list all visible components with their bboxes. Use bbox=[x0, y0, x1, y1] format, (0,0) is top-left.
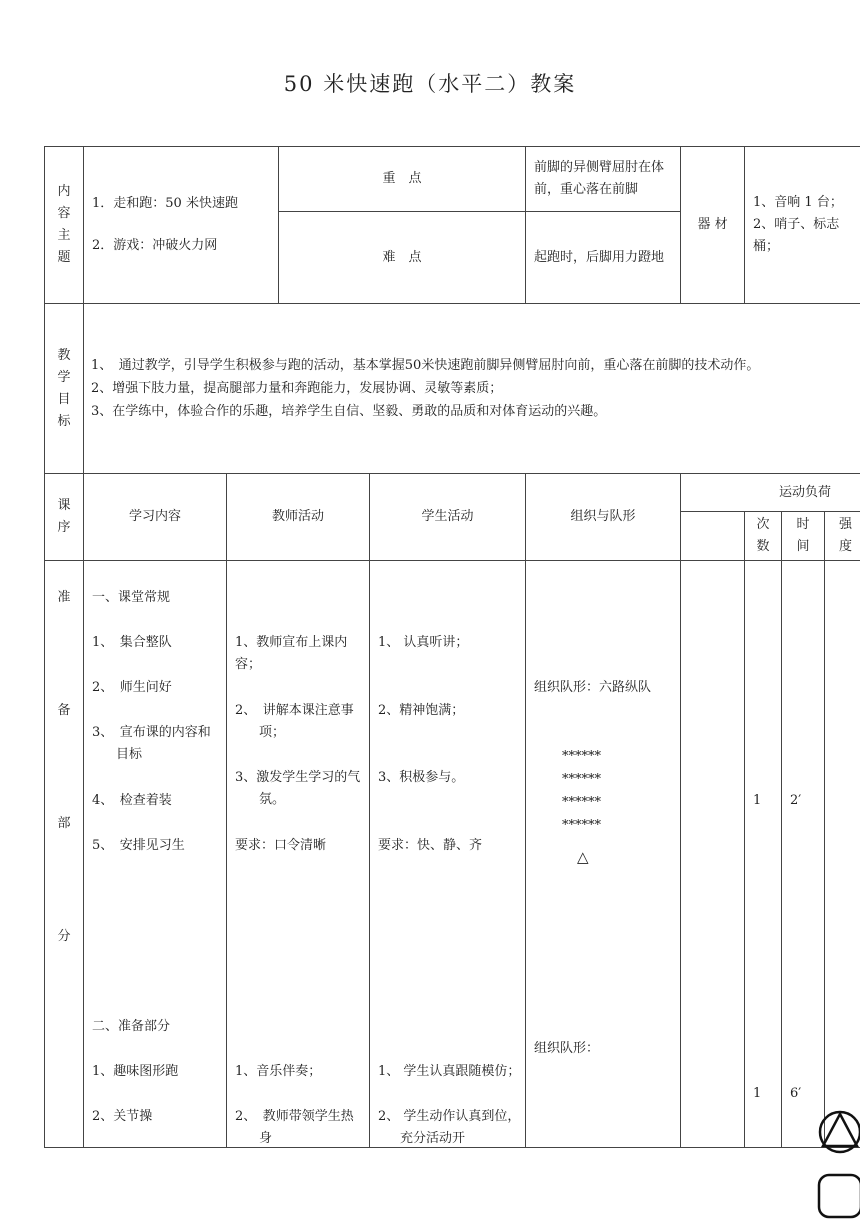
teacher-requirement: 要求：口令清晰 bbox=[235, 835, 365, 857]
col-teacher: 教师活动 bbox=[227, 474, 370, 561]
time-value: 6′ bbox=[790, 1083, 820, 1105]
prep-label-char: 分 bbox=[45, 926, 83, 948]
goal-item: 3、在学练中，体验合作的乐趣，培养学生自信、坚毅、勇敢的品质和对体育运动的兴趣。 bbox=[91, 400, 858, 423]
goals-label: 教 学 目 标 bbox=[45, 304, 84, 474]
content-item: 5、 安排见习生 bbox=[92, 835, 222, 857]
section-title: 一、课堂常规 bbox=[92, 587, 222, 609]
key-point-label: 重 点 bbox=[279, 147, 526, 212]
topic-items bbox=[84, 147, 279, 304]
time-value: 2′ bbox=[790, 790, 820, 812]
prep-time bbox=[782, 561, 825, 1148]
equipment-item: 1、音响 1 台； bbox=[753, 192, 860, 214]
col-time: 时 间 bbox=[782, 512, 825, 561]
prep-teacher bbox=[227, 561, 370, 1148]
section-title: 二、准备部分 bbox=[92, 1016, 222, 1038]
col-intensity: 强 度 bbox=[825, 512, 860, 561]
formation-row: ****** bbox=[562, 791, 676, 814]
content-item: 4、 检查着装 bbox=[92, 790, 222, 812]
teacher-item: 1、音乐伴奏； bbox=[235, 1061, 365, 1083]
col-load: 运动负荷 bbox=[681, 474, 860, 512]
col-content: 学习内容 bbox=[84, 474, 227, 561]
rectangle-tool-icon[interactable] bbox=[816, 1172, 860, 1220]
teacher-item: 2、 讲解本课注意事项； bbox=[235, 700, 365, 744]
prep-count bbox=[745, 561, 782, 1148]
prep-label-char: 部 bbox=[45, 813, 83, 835]
prep-content bbox=[84, 561, 227, 1148]
topic-item: 1．走和跑：50 米快速跑 bbox=[92, 193, 272, 215]
content-item: 1、 集合整队 bbox=[92, 632, 222, 654]
prep-intensity bbox=[825, 561, 860, 1148]
col-student: 学生活动 bbox=[370, 474, 526, 561]
formation-row: ****** bbox=[562, 768, 676, 791]
content-item: 2、 师生问好 bbox=[92, 677, 222, 699]
prep-organization bbox=[526, 561, 681, 1148]
formation-title: 组织队形：六路纵队 bbox=[534, 677, 676, 699]
formation-rows bbox=[534, 745, 676, 837]
prep-student bbox=[370, 561, 526, 1148]
prep-label-char: 准 bbox=[45, 587, 83, 609]
difficulty-text: 起跑时，后脚用力蹬地 bbox=[526, 212, 681, 304]
goal-item: 2、增强下肢力量，提高腿部力量和奔跑能力，发展协调、灵敏等素质； bbox=[91, 377, 858, 400]
student-item: 3、积极参与。 bbox=[378, 767, 521, 789]
key-point-text: 前脚的异侧臂屈肘在体前，重心落在前脚 bbox=[526, 147, 681, 212]
teacher-item: 3、激发学生学习的气氛。 bbox=[235, 767, 365, 811]
topic-label: 内 容 主 题 bbox=[45, 147, 84, 304]
goal-item: 1、 通过教学，引导学生积极参与跑的活动，基本掌握50米快速跑前脚异侧臂屈肘向前，重心落在前脚的技术动作。 bbox=[91, 354, 858, 377]
student-requirement: 要求：快、静、齐 bbox=[378, 835, 521, 857]
student-item: 1、 学生认真跟随模仿； bbox=[378, 1061, 521, 1083]
col-count: 次 数 bbox=[745, 512, 782, 561]
col-sequence: 课 序 bbox=[45, 474, 84, 561]
drawing-shapes-icon[interactable] bbox=[816, 1108, 860, 1156]
teacher-item: 1、教师宣布上课内容； bbox=[235, 632, 365, 676]
prep-label bbox=[45, 561, 84, 1148]
count-value: 1 bbox=[753, 790, 777, 812]
content-item: 3、 宣布课的内容和目标 bbox=[92, 722, 222, 766]
formation-row: ****** bbox=[562, 745, 676, 768]
formation-title: 组织队形： bbox=[534, 1038, 676, 1060]
content-item: 2、关节操 bbox=[92, 1106, 222, 1128]
count-value: 1 bbox=[753, 1083, 777, 1105]
teacher-position-mark: △ bbox=[577, 846, 676, 868]
topic-item: 2．游戏：冲破火力网 bbox=[92, 235, 272, 257]
equipment-item: 2、哨子、标志桶； bbox=[753, 214, 860, 258]
prep-spacer bbox=[681, 561, 745, 1148]
content-item: 1、趣味图形跑 bbox=[92, 1061, 222, 1083]
teacher-item: 2、 教师带领学生热身 bbox=[235, 1106, 365, 1150]
formation-row: ****** bbox=[562, 814, 676, 837]
student-item: 2、精神饱满； bbox=[378, 700, 521, 722]
document-title: 50 米快速跑（水平二）教案 bbox=[0, 68, 860, 98]
equipment-label: 器 材 bbox=[681, 147, 745, 304]
prep-label-char: 备 bbox=[45, 700, 83, 722]
student-item: 1、 认真听讲； bbox=[378, 632, 521, 654]
difficulty-label: 难 点 bbox=[279, 212, 526, 304]
lesson-plan-table bbox=[44, 146, 860, 1148]
equipment-items bbox=[745, 147, 860, 304]
goals-list bbox=[84, 304, 860, 474]
student-item: 2、 学生动作认真到位，充分活动开 bbox=[378, 1106, 521, 1150]
col-organization: 组织与队形 bbox=[526, 474, 681, 561]
